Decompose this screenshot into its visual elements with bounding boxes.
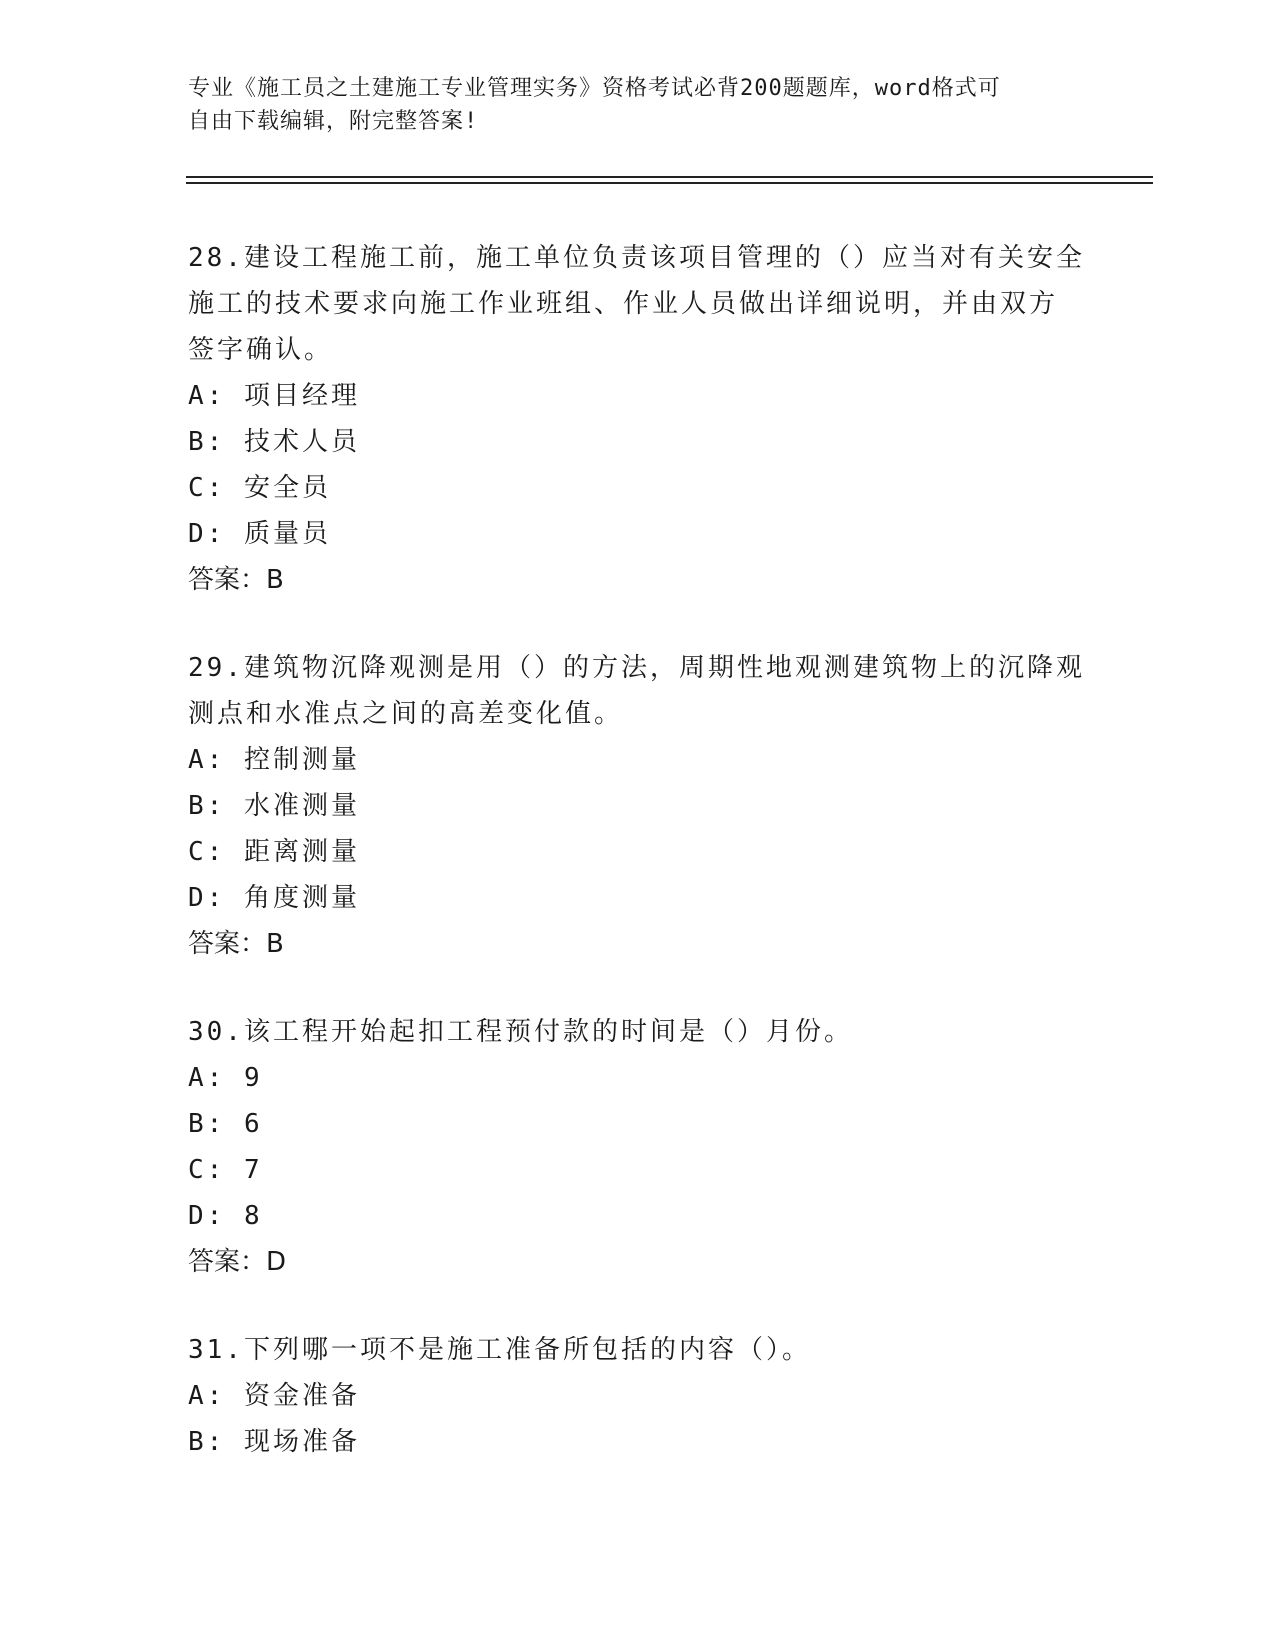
question-text-line: 签字确认。 [188, 335, 334, 365]
option-b: B: 现场准备 [188, 1427, 360, 1457]
answer: 答案：B [188, 929, 284, 959]
question-28 [188, 235, 1088, 603]
option-b: B: 6 [188, 1109, 263, 1139]
question-list [188, 235, 1088, 1507]
header-rule-bottom [186, 182, 1153, 184]
option-a: A: 项目经理 [188, 381, 360, 411]
option-c: C: 7 [188, 1155, 263, 1185]
header-line-2: 自由下载编辑，附完整答案! [188, 109, 479, 134]
question-text-line: 30.该工程开始起扣工程预付款的时间是（）月份。 [188, 1017, 853, 1047]
question-text-line: 28.建设工程施工前，施工单位负责该项目管理的（）应当对有关安全 [188, 243, 1085, 273]
question-text-line: 29.建筑物沉降观测是用（）的方法，周期性地观测建筑物上的沉降观 [188, 653, 1085, 683]
question-text-line: 测点和水准点之间的高差变化值。 [188, 699, 624, 729]
option-c: C: 安全员 [188, 473, 331, 503]
header-rule-top [186, 176, 1153, 178]
option-b: B: 技术人员 [188, 427, 360, 457]
option-d: D: 8 [188, 1201, 263, 1231]
option-a: A: 9 [188, 1063, 263, 1093]
option-a: A: 控制测量 [188, 745, 360, 775]
answer: 答案：D [188, 1247, 287, 1277]
answer: 答案：B [188, 565, 284, 595]
question-31 [188, 1327, 1088, 1465]
option-a: A: 资金准备 [188, 1381, 360, 1411]
document-header [188, 72, 1088, 138]
question-30 [188, 1009, 1088, 1285]
option-b: B: 水准测量 [188, 791, 360, 821]
option-d: D: 角度测量 [188, 883, 360, 913]
question-text-line: 施工的技术要求向施工作业班组、作业人员做出详细说明，并由双方 [188, 289, 1059, 319]
option-c: C: 距离测量 [188, 837, 360, 867]
header-line-1: 专业《施工员之土建施工专业管理实务》资格考试必背200题题库，word格式可 [188, 76, 1001, 101]
option-d: D: 质量员 [188, 519, 331, 549]
question-text-line: 31.下列哪一项不是施工准备所包括的内容（）。 [188, 1335, 811, 1365]
question-29 [188, 645, 1088, 967]
